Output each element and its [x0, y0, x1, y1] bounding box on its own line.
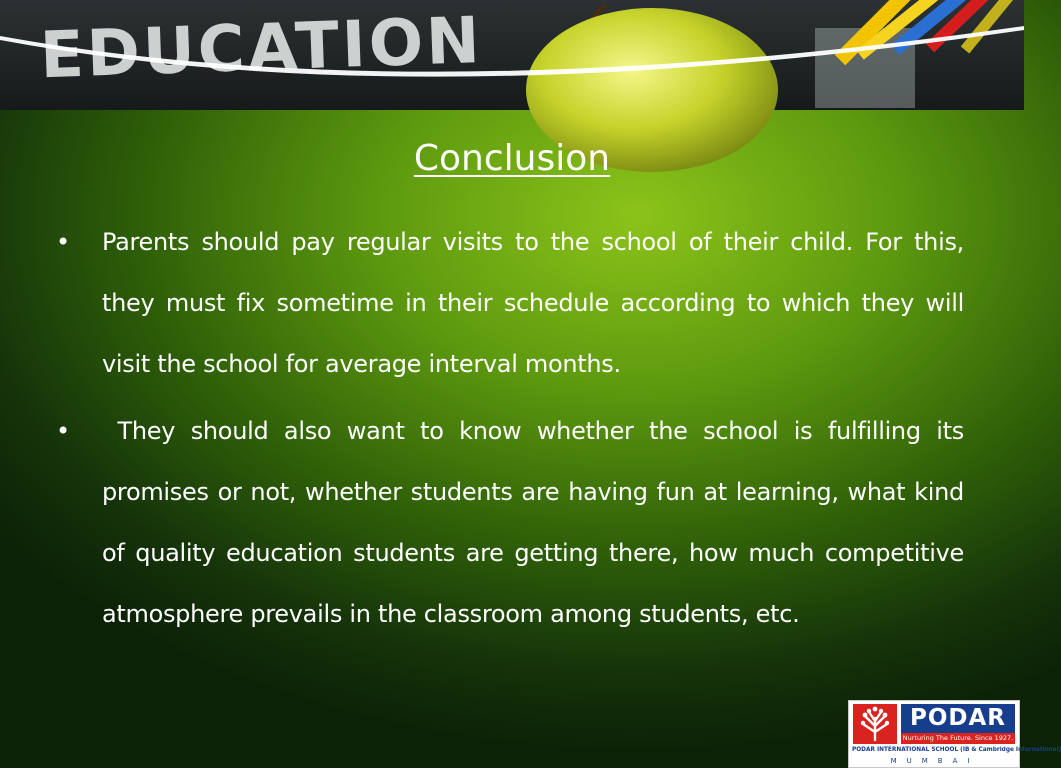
bullet-icon: •: [56, 228, 71, 256]
bullet-text: Parents should pay regular visits to the school of their child. For this, they must fix sometime in their schedule according to which they will visit the school for average interval months.: [102, 228, 964, 378]
chalk-education-text: EDUCATION: [38, 3, 484, 94]
logo-name: PODAR: [901, 704, 1015, 733]
banner-swoosh: [0, 0, 1024, 120]
podar-logo: [848, 700, 1061, 768]
list-item: [56, 212, 964, 395]
logo-city: MUMBAI: [890, 757, 980, 765]
slide-title: Conclusion: [413, 138, 611, 179]
bullet-icon: •: [56, 417, 71, 445]
logo-school-name: PODAR INTERNATIONAL SCHOOL (IB & Cambridge International): [852, 747, 1061, 753]
bullet-text: They should also want to know whether the school is fulfilling its promises or not, whether students are having fun at learning, what kind of quality education students are getting there, how much competitive atmosphere prevails in the classroom among students, etc.: [102, 417, 972, 628]
bullet-list: [56, 212, 972, 645]
list-item: [56, 401, 972, 645]
logo-tagline: Nurturing The Future. Since 1927.: [902, 734, 1014, 742]
tree-icon: [853, 704, 897, 744]
